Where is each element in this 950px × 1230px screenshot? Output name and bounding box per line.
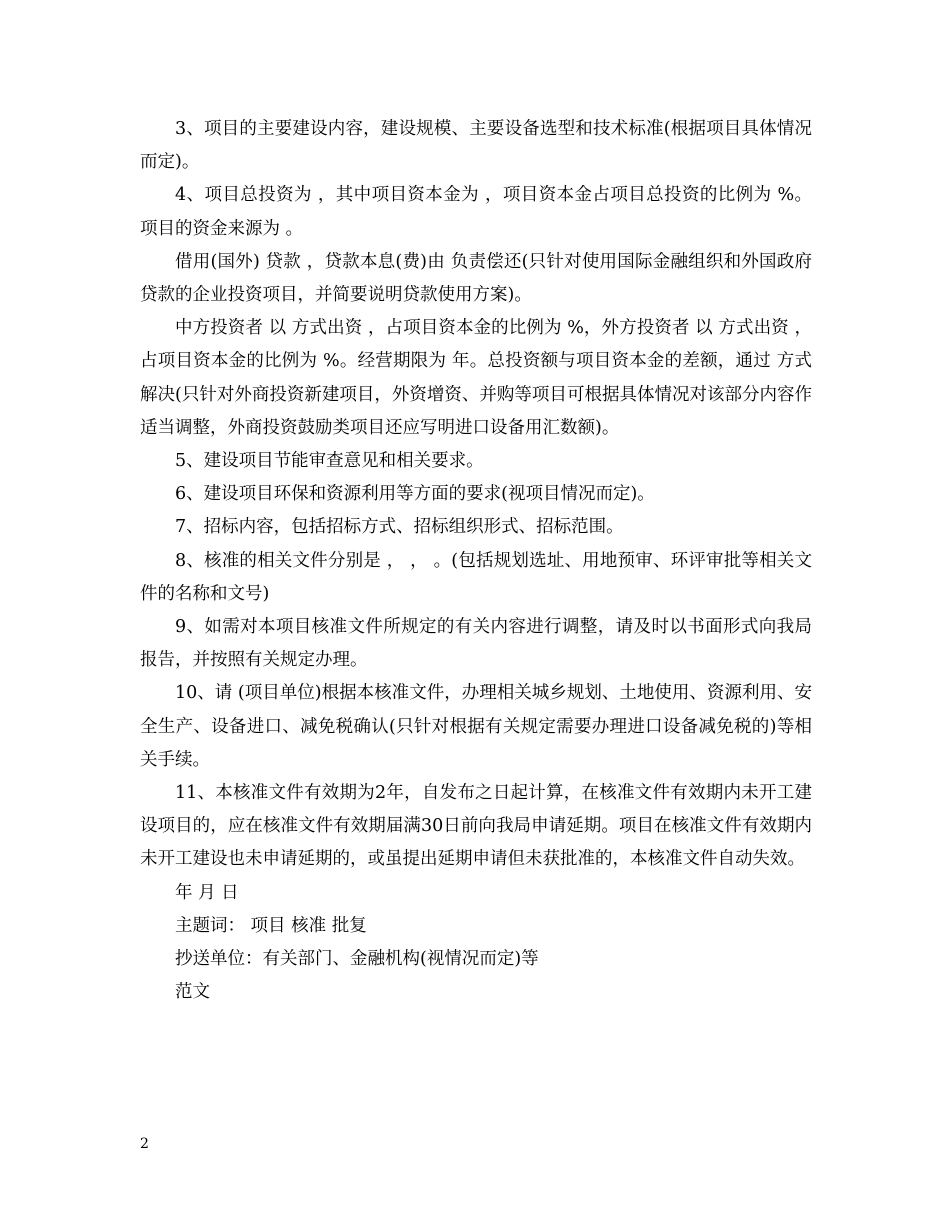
document-body	[140, 113, 812, 1009]
paragraph-investors: 中方投资者 以 方式出资 ，占项目资本金的比例为 %，外方投资者 以 方式出资 ，占项目资本金的比例为 %。经营期限为 年。总投资额与项目资本金的差额，通过 方式解决(只针对外商投资新建项目，外资增资、并购等项目可根据具体情况对该部分内容作适当调整，外商投资鼓励类项目还应写明进口设备用汇数额)。	[140, 318, 812, 438]
paragraph-item-5: 5、建设项目节能审查意见和相关要求。	[175, 451, 484, 472]
cc-recipients: 抄送单位：有关部门、金融机构(视情况而定)等	[175, 949, 539, 970]
paragraph-item-10: 10、请 (项目单位)根据本核准文件，办理相关城乡规划、土地使用、资源利用、安全生产、设备进口、减免税确认(只针对根据有关规定需要办理进口设备减免税的)等相关手续。	[140, 683, 812, 770]
page-number: 2	[140, 1136, 149, 1152]
paragraph-item-6: 6、建设项目环保和资源利用等方面的要求(视项目情况而定)。	[175, 484, 655, 505]
paragraph-item-8: 8、核准的相关文件分别是 ， ， 。(包括规划选址、用地预审、环评审批等相关文件的名称和文号)	[140, 550, 812, 604]
date-line: 年 月 日	[175, 882, 239, 903]
template-label: 范文	[175, 982, 210, 1003]
paragraph-item-3: 3、项目的主要建设内容，建设规模、主要设备选型和技术标准(根据项目具体情况而定)。	[140, 119, 812, 173]
paragraph-item-9: 9、如需对本项目核准文件所规定的有关内容进行调整，请及时以书面形式向我局报告，并按照有关规定办理。	[140, 617, 812, 671]
paragraph-item-11: 11、本核准文件有效期为2年，自发布之日起计算，在核准文件有效期内未开工建设项目的，应在核准文件有效期届满30日前向我局申请延期。项目在核准文件有效期内未开工建设也未申请延期的，或虽提出延期申请但未获批准的，本核准文件自动失效。	[140, 783, 812, 870]
paragraph-item-4: 4、项目总投资为 ，其中项目资本金为 ，项目资本金占项目总投资的比例为 %。项目的资金来源为 。	[140, 185, 812, 239]
subject-keywords: 主题词： 项目 核准 批复	[175, 915, 367, 936]
paragraph-item-7: 7、招标内容，包括招标方式、招标组织形式、招标范围。	[175, 517, 624, 538]
paragraph-foreign-loan: 借用(国外) 贷款 ，贷款本息(费)由 负责偿还(只针对使用国际金融组织和外国政府贷款的企业投资项目，并简要说明贷款使用方案)。	[140, 251, 812, 306]
